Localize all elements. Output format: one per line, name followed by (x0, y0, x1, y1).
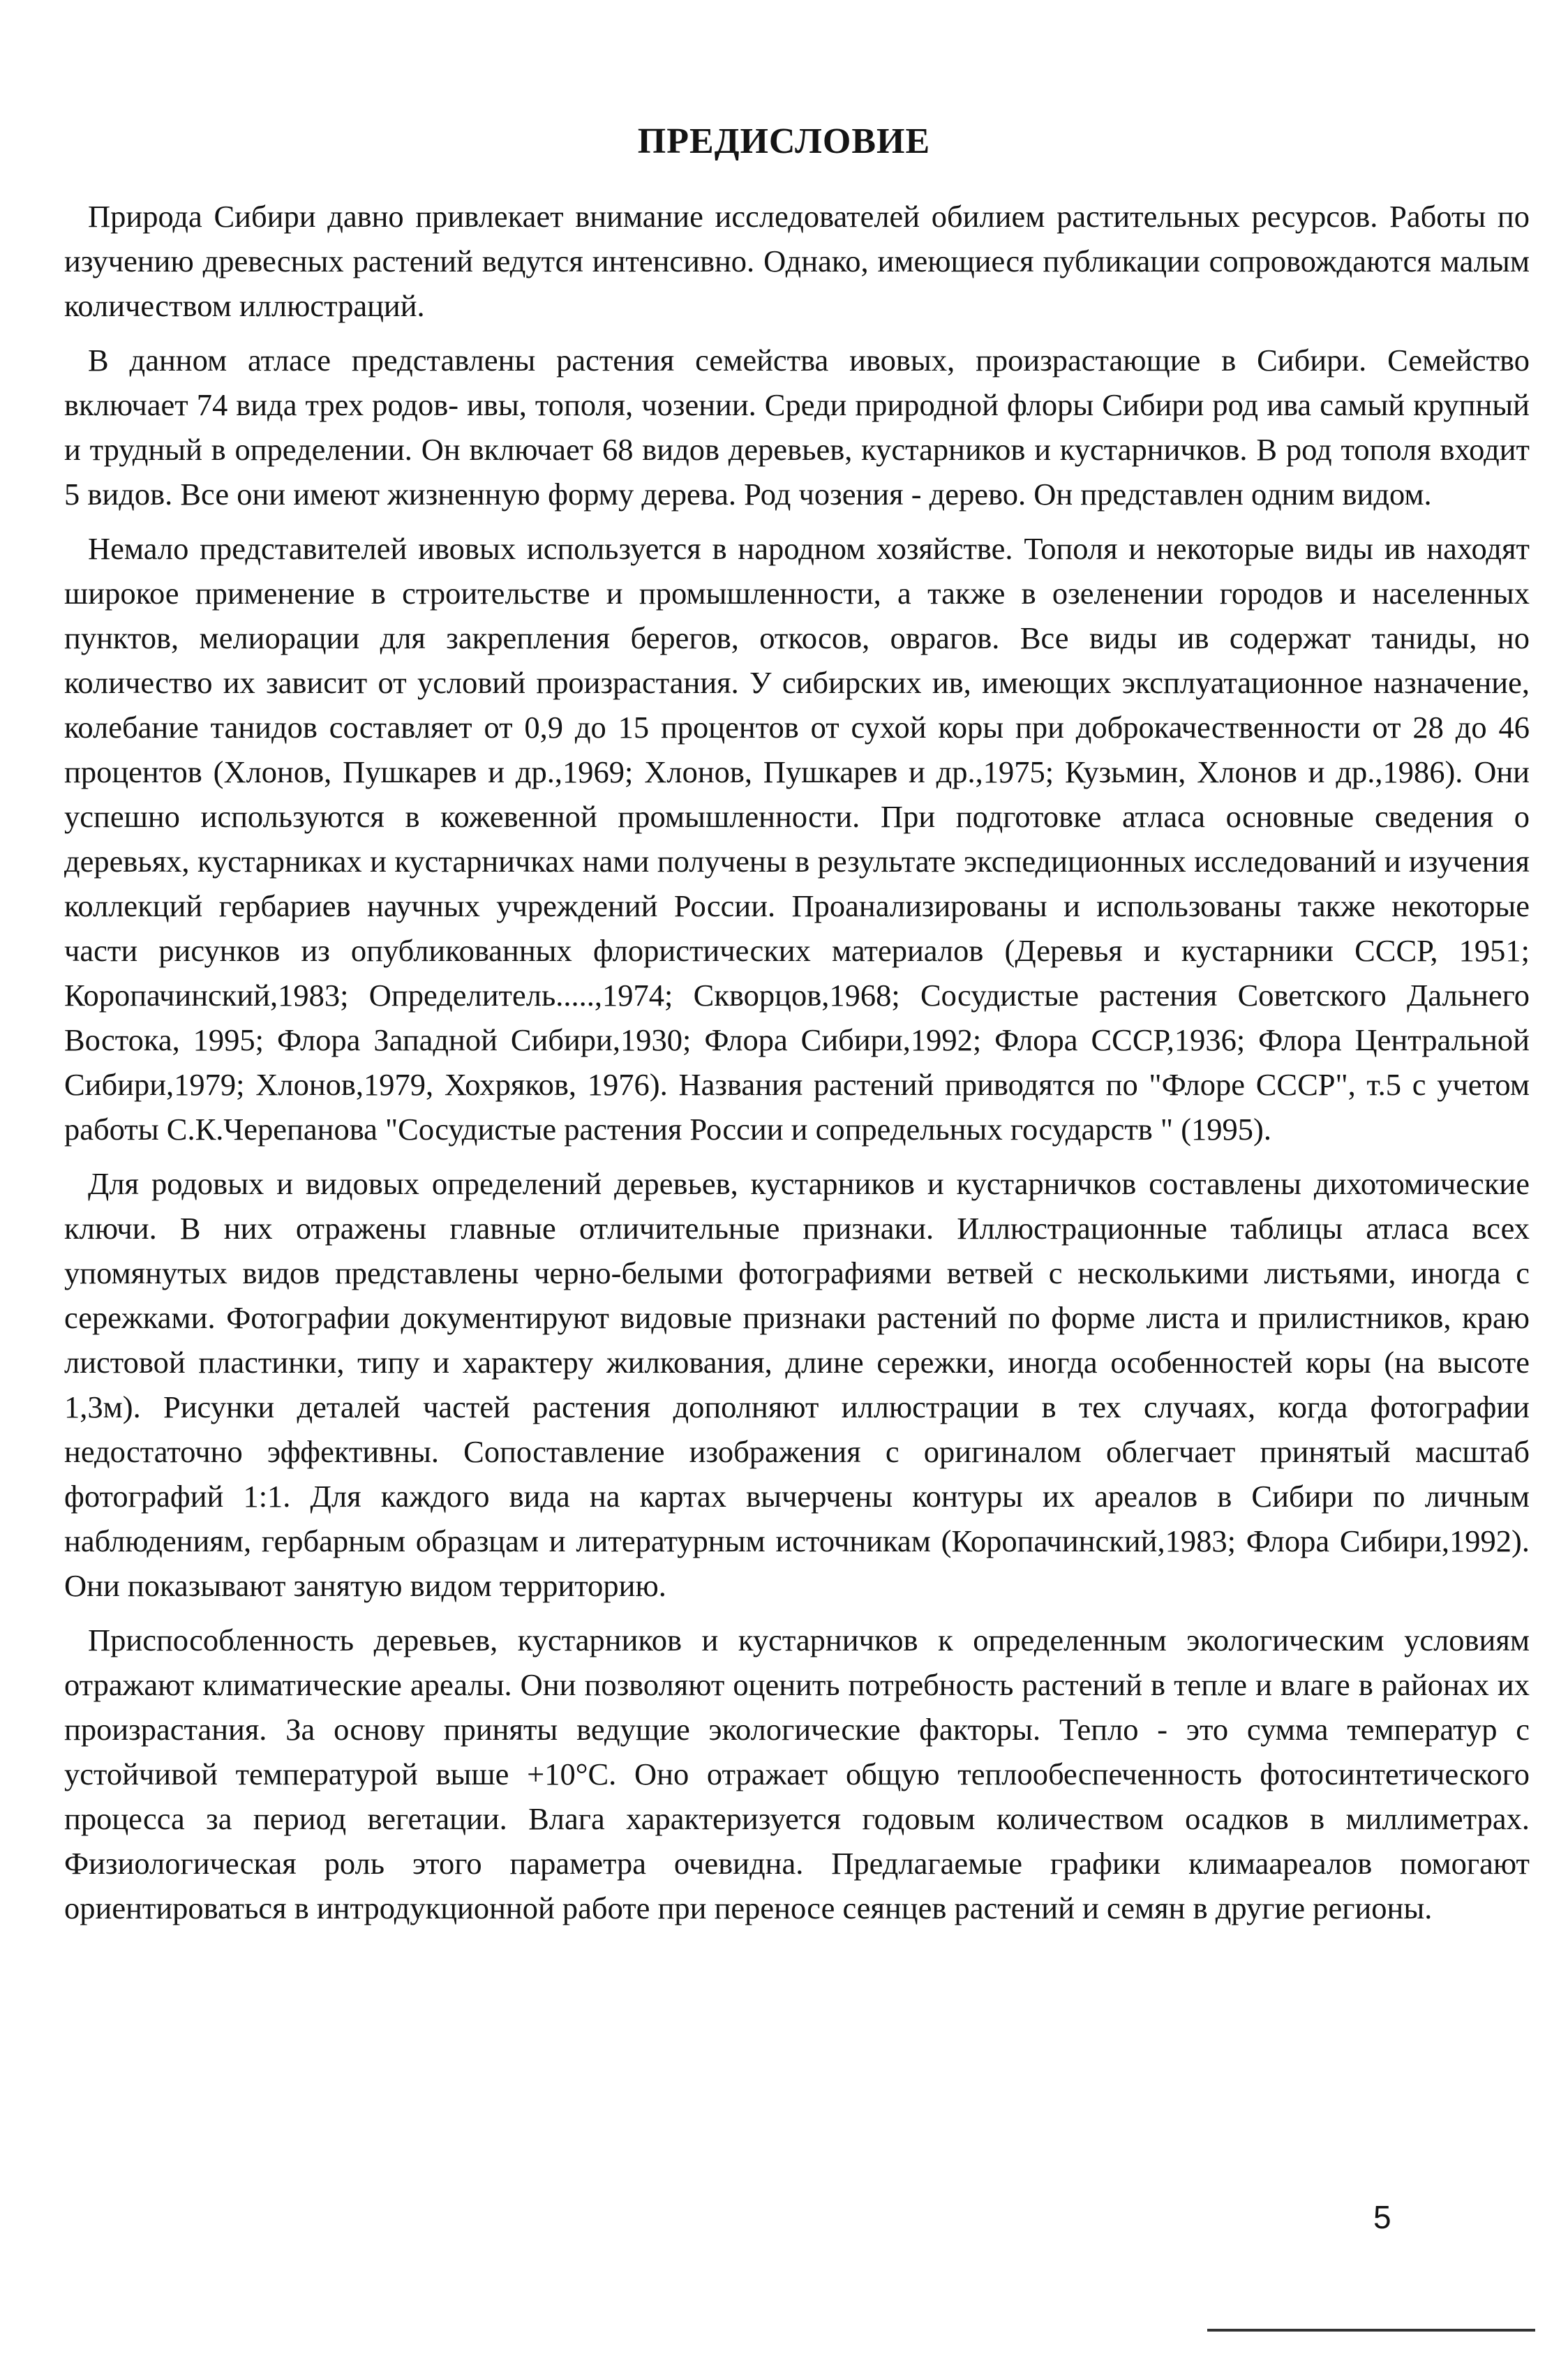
page-title: ПРЕДИСЛОВИЕ (637, 121, 931, 161)
paragraph-economic-use: Немало представителей ивовых используется в народном хозяйстве. Тополя и некоторые виды ив находят широкое применение в строительстве и промышленности, а также в озеленении городов и населенных пунктов, мелиорации для закрепления берегов, откосов, оврагов. Все виды ив содержат таниды, но количество их зависит от условий произрастания. У сибирских ив, имеющих эксплуатационное назначение, колебание танидов составляет от 0,9 до 15 процентов от сухой коры при доброкачественности от 28 до 46 процентов (Хлонов, Пушкарев и др.,1969; Хлонов, Пушкарев и др.,1975; Кузьмин, Хлонов и др.,1986). Они успешно используются в кожевенной промышленности. При подготовке атласа основные сведения о деревьях, кустарниках и кустарничках нами получены в результате экспедиционных исследований и изучения коллекций гербариев научных учреждений России. Проанализированы и использованы также некоторые части рисунков из опубликованных флористических материалов (Деревья и кустарники СССР, 1951; Коропачинский,1983; Определитель.....,1974; Скворцов,1968; Сосудистые растения Советского Дальнего Востока, 1995; Флора Западной Сибири,1930; Флора Сибири,1992; Флора СССР,1936; Флора Центральной Сибири,1979; Хлонов,1979, Хохряков, 1976). Названия растений приводятся по "Флоре СССР", т.5 с учетом работы С.К.Черепанова "Сосудистые растения России и сопредельных государств " (1995). (64, 531, 1530, 1147)
paragraph-climate-areas: Приспособленность деревьев, кустарников и кустарничков к определенным экологическим условиям отражают климатические ареалы. Они позволяют оценить потребность растений в тепле и влаге в районах их произрастания. За основу приняты ведущие экологические факторы. Тепло - это сумма температур с устойчивой температурой выше +10°С. Оно отражает общую теплообеспеченность фотосинтетического процесса за период вегетации. Влага характеризуется годовым количеством осадков в миллиметрах. Физиологическая роль этого параметра очевидна. Предлагаемые графики климаареалов помогают ориентироваться в интродукционной работе при переносе сеянцев растений и семян в другие регионы. (64, 1623, 1530, 1925)
paragraph-atlas-content: В данном атласе представлены растения семейства ивовых, произрастающие в Сибири. Семейство включает 74 вида трех родов- ивы, тополя, чозении. Среди природной флоры Сибири род ива самый крупный и трудный в определении. Он включает 68 видов деревьев, кустарников и кустарничков. В род тополя входит 5 видов. Все они имеют жизненную форму дерева. Род чозения - дерево. Он представлен одним видом. (64, 343, 1530, 512)
bottom-divider (1207, 2329, 1535, 2332)
paragraph-keys-and-illustrations: Для родовых и видовых определений деревьев, кустарников и кустарничков составлены дихотомические ключи. В них отражены главные отличительные признаки. Иллюстрационные таблицы атласа всех упомянутых видов представлены черно-белыми фотографиями ветвей с несколькими листьями, иногда с сережками. Фотографии документируют видовые признаки растений по форме листа и прилистников, краю листовой пластинки, типу и характеру жилкования, длине сережки, иногда особенностей коры (на высоте 1,3м). Рисунки деталей частей растения дополняют иллюстрации в тех случаях, когда фотографии недостаточно эффективны. Сопоставление изображения с оригиналом облегчает принятый масштаб фотографий 1:1. Для каждого вида на картах вычерчены контуры их ареалов в Сибири по личным наблюдениям, гербарным образцам и литературным источникам (Коропачинский,1983; Флора Сибири,1992). Они показывают занятую видом территорию. (64, 1166, 1530, 1603)
page-number: 5 (1373, 2199, 1391, 2235)
paragraph-intro: Природа Сибири давно привлекает внимание исследователей обилием растительных ресурсов. Работы по изучению древесных растений ведутся интенсивно. Однако, имеющиеся публикации сопровождаются малым количеством иллюстраций. (64, 199, 1530, 323)
preface-body (64, 194, 1530, 1940)
